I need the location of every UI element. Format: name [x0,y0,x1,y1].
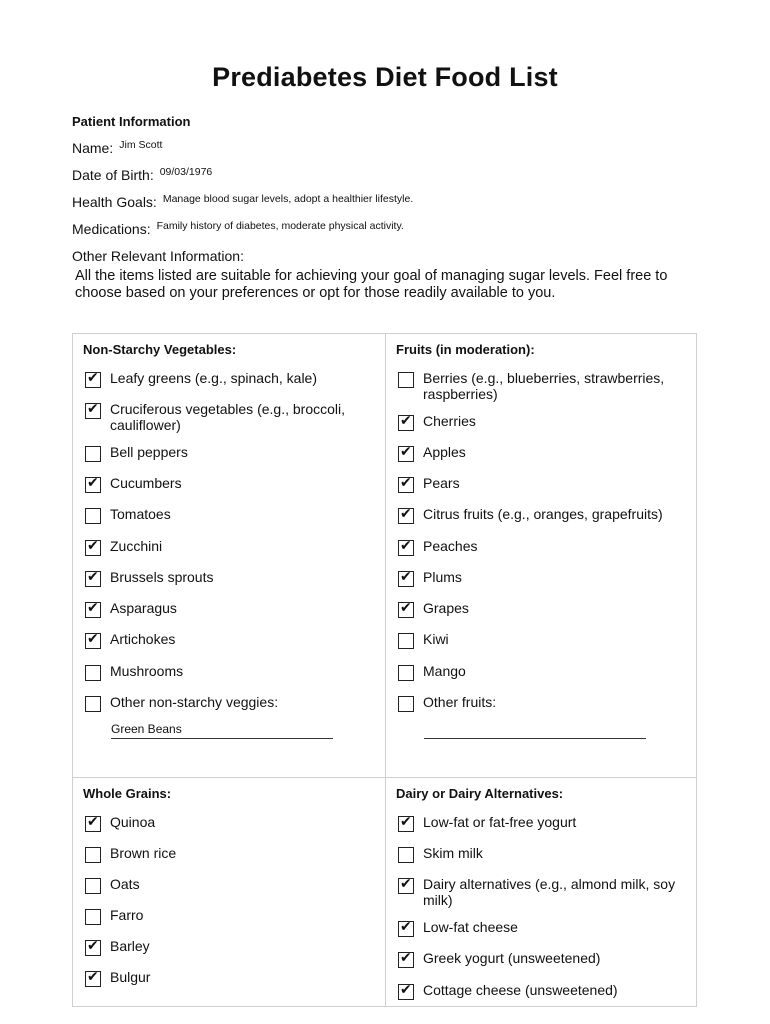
checklist-item[interactable] [398,538,678,556]
checklist-item-label: Mango [423,663,466,679]
checklist-item[interactable] [85,907,365,925]
checkmark-icon: ✔ [87,370,99,386]
checkmark-icon: ✔ [400,982,412,998]
grid-divider-vertical [385,334,386,1006]
checkmark-icon: ✔ [87,969,99,985]
checkbox[interactable] [398,696,414,712]
checkbox[interactable] [85,372,101,388]
checklist-item-label: Mushrooms [110,663,184,679]
checklist-item-label: Leafy greens (e.g., spinach, kale) [110,370,318,386]
checklist-item-label: Cruciferous vegetables (e.g., broccoli, cauliflower) [110,401,345,433]
checklist-item-label: Brown rice [110,845,177,861]
checkbox[interactable] [85,633,101,649]
checkbox[interactable] [85,602,101,618]
checklist-item-label: Cherries [423,413,476,429]
checklist-item-label: Skim milk [423,845,483,861]
checkmark-icon: ✔ [87,814,99,830]
checkmark-icon: ✔ [400,538,412,554]
other-info-label: Other Relevant Information: [72,248,244,264]
checkmark-icon: ✔ [400,413,412,429]
checklist-item-label: Bulgur [110,969,151,985]
checklist-item[interactable] [85,370,365,388]
checkmark-icon: ✔ [400,475,412,491]
checklist-item[interactable] [398,950,678,968]
checklist-item-label: Tomatoes [110,506,171,522]
checklist-item[interactable] [398,694,678,712]
checkbox[interactable] [398,571,414,587]
checklist-item-label: Low-fat cheese [423,919,518,935]
checkbox[interactable] [85,816,101,832]
checklist-item-label: Artichokes [110,631,176,647]
checklist-item-label: Pears [423,475,460,491]
checkbox[interactable] [85,571,101,587]
checkmark-icon: ✔ [87,475,99,491]
checklist-item-label: Other non-starchy veggies: [110,694,279,710]
checkmark-icon: ✔ [87,938,99,954]
checklist-item[interactable] [85,401,365,433]
checkbox[interactable] [398,602,414,618]
checkbox[interactable] [398,446,414,462]
checkmark-icon: ✔ [400,506,412,522]
checklist-item-label: Kiwi [423,631,449,647]
checkbox[interactable] [398,984,414,1000]
checklist-item-label: Citrus fruits (e.g., oranges, grapefruits) [423,506,663,522]
checkbox[interactable] [85,508,101,524]
checkbox[interactable] [85,477,101,493]
dob-value[interactable]: 09/03/1976 [159,166,213,178]
name-field [72,140,162,156]
medications-value[interactable]: Family history of diabetes, moderate physical activity. [156,220,404,232]
checkbox[interactable] [85,540,101,556]
checklist-item[interactable] [398,663,678,681]
checkbox[interactable] [398,477,414,493]
checklist-item[interactable] [85,506,365,524]
checkmark-icon: ✔ [400,444,412,460]
checkbox[interactable] [85,696,101,712]
checklist-item[interactable] [398,919,678,937]
food-list-grid [72,333,697,1007]
checkbox[interactable] [398,508,414,524]
checklist-item-label: Farro [110,907,144,923]
checkbox[interactable] [85,971,101,987]
checkbox[interactable] [398,372,414,388]
checklist-item-label: Cucumbers [110,475,182,491]
checklist-item-label: Berries (e.g., blueberries, strawberries, raspberries) [423,370,665,402]
other-info-text[interactable]: All the items listed are suitable for achieving your goal of managing sugar levels. Feel free to choose based on your preferences or opt for those readily available to you. [75,268,668,301]
name-value[interactable]: Jim Scott [119,139,163,151]
checklist-item[interactable] [398,370,678,402]
checklist-item-label: Other fruits: [423,694,497,710]
checklist-item[interactable] [398,444,678,462]
checklist-item[interactable] [398,845,678,863]
checkbox[interactable] [398,921,414,937]
checklist-item[interactable] [85,663,365,681]
checklist-item[interactable] [398,506,678,524]
checklist-item-label: Zucchini [110,538,163,554]
checkmark-icon: ✔ [87,600,99,616]
checklist-item-label: Plums [423,569,462,585]
vegetables-title: Non-Starchy Vegetables: [83,342,237,357]
checklist-item-label: Grapes [423,600,469,616]
checkbox[interactable] [398,415,414,431]
checklist-item-label: Quinoa [110,814,156,830]
checkbox[interactable] [398,847,414,863]
checklist-item-label: Peaches [423,538,478,554]
checkbox[interactable] [85,909,101,925]
checkmark-icon: ✔ [87,401,99,417]
checklist-item-label: Cottage cheese (unsweetened) [423,982,618,998]
checkbox[interactable] [398,633,414,649]
checkbox[interactable] [85,665,101,681]
checklist-item[interactable] [85,569,365,587]
checklist-item[interactable] [85,538,365,556]
checkbox[interactable] [398,878,414,894]
medications-field [72,221,404,237]
medications-label: Medications: [72,221,151,237]
checklist-item[interactable] [85,814,365,832]
checklist-item[interactable] [85,876,365,894]
checklist-item-label: Bell peppers [110,444,188,460]
checklist-item[interactable] [85,444,365,462]
dob-label: Date of Birth: [72,167,154,183]
checkmark-icon: ✔ [400,569,412,585]
checkmark-icon: ✔ [400,950,412,966]
grains-title: Whole Grains: [83,786,172,801]
checklist-item[interactable] [398,814,678,832]
health-goals-label: Health Goals: [72,194,157,210]
other-veggies-input[interactable]: Green Beans [111,722,333,739]
checklist-item[interactable] [85,694,365,712]
checklist-item-label: Apples [423,444,466,460]
checklist-item[interactable] [398,600,678,618]
checklist-item[interactable] [85,631,365,649]
fruits-title: Fruits (in moderation): [396,342,535,357]
checklist-item-label: Brussels sprouts [110,569,214,585]
checkbox[interactable] [85,847,101,863]
grid-divider-horizontal [73,777,696,778]
other-fruits-input[interactable] [424,722,646,739]
health-goals-value[interactable]: Manage blood sugar levels, adopt a healthier lifestyle. [162,193,414,205]
name-label: Name: [72,140,114,156]
checkbox[interactable] [85,446,101,462]
checkmark-icon: ✔ [87,569,99,585]
checklist-item[interactable] [85,938,365,956]
checklist-item[interactable] [85,845,365,863]
dob-field [72,167,212,183]
checkbox[interactable] [85,878,101,894]
checklist-item-label: Asparagus [110,600,177,616]
page-title: Prediabetes Diet Food List [212,62,558,92]
checkbox[interactable] [398,540,414,556]
checkmark-icon: ✔ [400,876,412,892]
checkmark-icon: ✔ [400,814,412,830]
checklist-item-label: Dairy alternatives (e.g., almond milk, soy milk) [423,876,676,908]
checkbox[interactable] [398,665,414,681]
checklist-item[interactable] [398,982,678,1000]
checklist-item[interactable] [85,475,365,493]
dairy-title: Dairy or Dairy Alternatives: [396,786,564,801]
checklist-item[interactable] [398,631,678,649]
checkbox[interactable] [398,816,414,832]
checkmark-icon: ✔ [87,631,99,647]
checkbox[interactable] [85,403,101,419]
checklist-item-label: Greek yogurt (unsweetened) [423,950,601,966]
checklist-item[interactable] [398,475,678,493]
checkmark-icon: ✔ [400,919,412,935]
checkbox[interactable] [398,952,414,968]
checklist-item[interactable] [398,413,678,431]
health-goals-field [72,194,413,210]
patient-info-heading: Patient Information [72,114,191,129]
checklist-item-label: Low-fat or fat-free yogurt [423,814,577,830]
checklist-item[interactable] [398,876,678,908]
checklist-item[interactable] [398,569,678,587]
checklist-item-label: Barley [110,938,150,954]
checkmark-icon: ✔ [400,600,412,616]
checkbox[interactable] [85,940,101,956]
checklist-item[interactable] [85,969,365,987]
checklist-item-label: Oats [110,876,140,892]
checkmark-icon: ✔ [87,538,99,554]
checklist-item[interactable] [85,600,365,618]
